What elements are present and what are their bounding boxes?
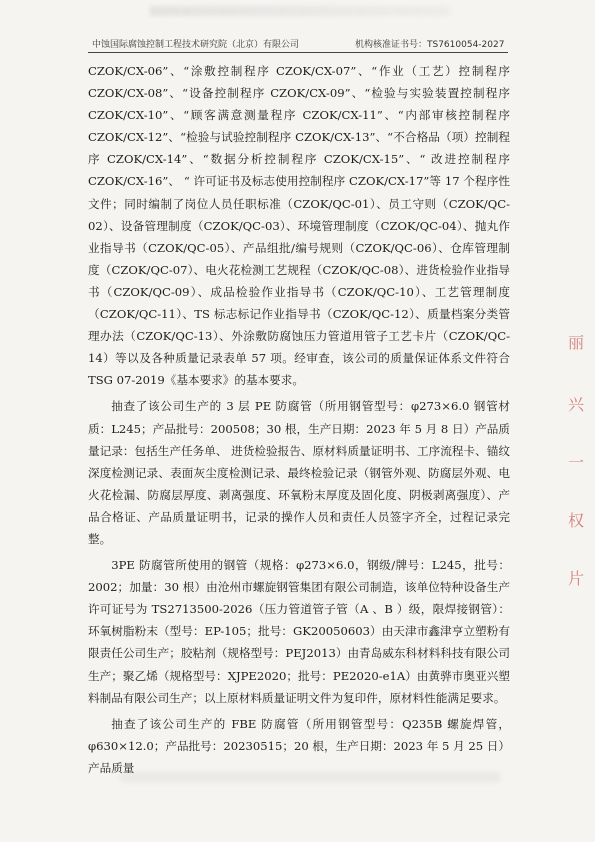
seal-mark: 权 xyxy=(568,511,585,530)
header-rule xyxy=(88,52,508,53)
seal-mark: 丽 xyxy=(568,333,585,352)
paragraph: 抽查了该公司生产的 3 层 PE 防腐管（所用钢管型号：φ273×6.0 钢管材质：L245；产品批号：200508；30 根，生产日期：2023 年 5 月 8 日）产品质量记录：包括生产任务单、 进货检验报告、原材料质量证明书、工序流程卡、锚纹深度检测记录、表面灰尘度检测记录、最终检验记录（钢管外观、防腐层外观、电火花检漏、防腐层厚度、剥离强度、环氧粉末厚度及固化度、阴极剥离强度）、产品合格证、产品质量证明书，记录的操作人员和责任人员签字齐全，过程记录完整。 xyxy=(88,399,510,546)
paragraph: CZOK/CX-06”、“涂敷控制程序 CZOK/CX-07”、“作业（工艺）控制程序 CZOK/CX-08”、“设备控制程序 CZOK/CX-09”、“检验与实验装置控制程序 CZOK/CX-10”、“顾客满意测量程序 CZOK/CX-11”、“内部审核控制程序 CZOK/CX-12”、“检验与试验控制程序 CZOK/CX-13”、“不合格品（项）控制程序 CZOK/CX-14”、“数据分析控制程序 CZOK/CX-15”、“ 改进控制程序 CZOK/CX-16”、 “ 许可证书及标志使用控制程序 CZOK/CX-17”等 17 个程序性文件；同时编制了岗位人员任职标准（CZOK/QC-01）、员工守则（CZOK/QC-02）、设备管理制度（CZOK/QC-03）、环境管理制度（CZOK/QC-04）、抛丸作业指导书（CZOK/QC-05）、产品组批/编号规则（CZOK/QC-06）、仓库管理制度（CZOK/QC-07）、电火花检测工艺规程（CZOK/QC-08）、进货检验作业指导书（CZOK/QC-09）、成品检验作业指导书（CZOK/QC-10）、工艺管理制度（CZOK/QC-11）、TS 标志标记作业指导书（CZOK/QC-12）、质量档案分类管理办法（CZOK/QC-13）、外涂敷防腐蚀压力管道用管子工艺卡片（CZOK/QC-14）等以及各种质量记录表单 57 项。经审查，该公司的质量保证体系文件符合 TSG 07-2019《基本要求》的基本要求。 xyxy=(88,64,510,388)
seal-mark: 兴 xyxy=(568,395,585,414)
bleed-through-top xyxy=(150,6,450,16)
paragraph: 3PE 防腐管所使用的钢管（规格：φ273×6.0，钢级/牌号：L245，批号：2002；加量：30 根）由沧州市螺旋钢管集团有限公司制造，该单位特种设备生产许可证号为 TS2713500-2026（压力管道管子管（A 、B ）级，限焊接钢管）：环氧树脂粉末（型号：EP-105；批号：GK20050603）由天津市鑫津亨立塑粉有限责任公司生产；胶粘剂（规格型号：PEJ2013）由青岛威东科材料科技有限公司生产；聚乙烯（规格型号：XJPE2020；批号：PE2020-e1A）由黄骅市奥亚兴塑料制品有限公司生产；以上原材料质量证明文件为复印件，原材料性能满足要求。 xyxy=(88,558,510,705)
bleed-through-bottom xyxy=(120,772,500,782)
paragraph: 抽查了该公司生产的 FBE 防腐管（所用钢管型号：Q235B 螺旋焊管，φ630×12.0；产品批号：20230515；20 根，生产日期：2023 年 5 月 25 日）产品质量 xyxy=(88,716,510,775)
body-text xyxy=(88,60,510,783)
header-certificate-number: 机构核准证书号：TS7610054-2027 xyxy=(355,40,505,50)
seal-edge-marks xyxy=(568,330,590,590)
seal-mark: 一 xyxy=(568,453,585,472)
header-organization: 中蚀国际腐蚀控制工程技术研究院（北京）有限公司 xyxy=(92,40,300,50)
seal-mark: 片 xyxy=(568,569,585,588)
